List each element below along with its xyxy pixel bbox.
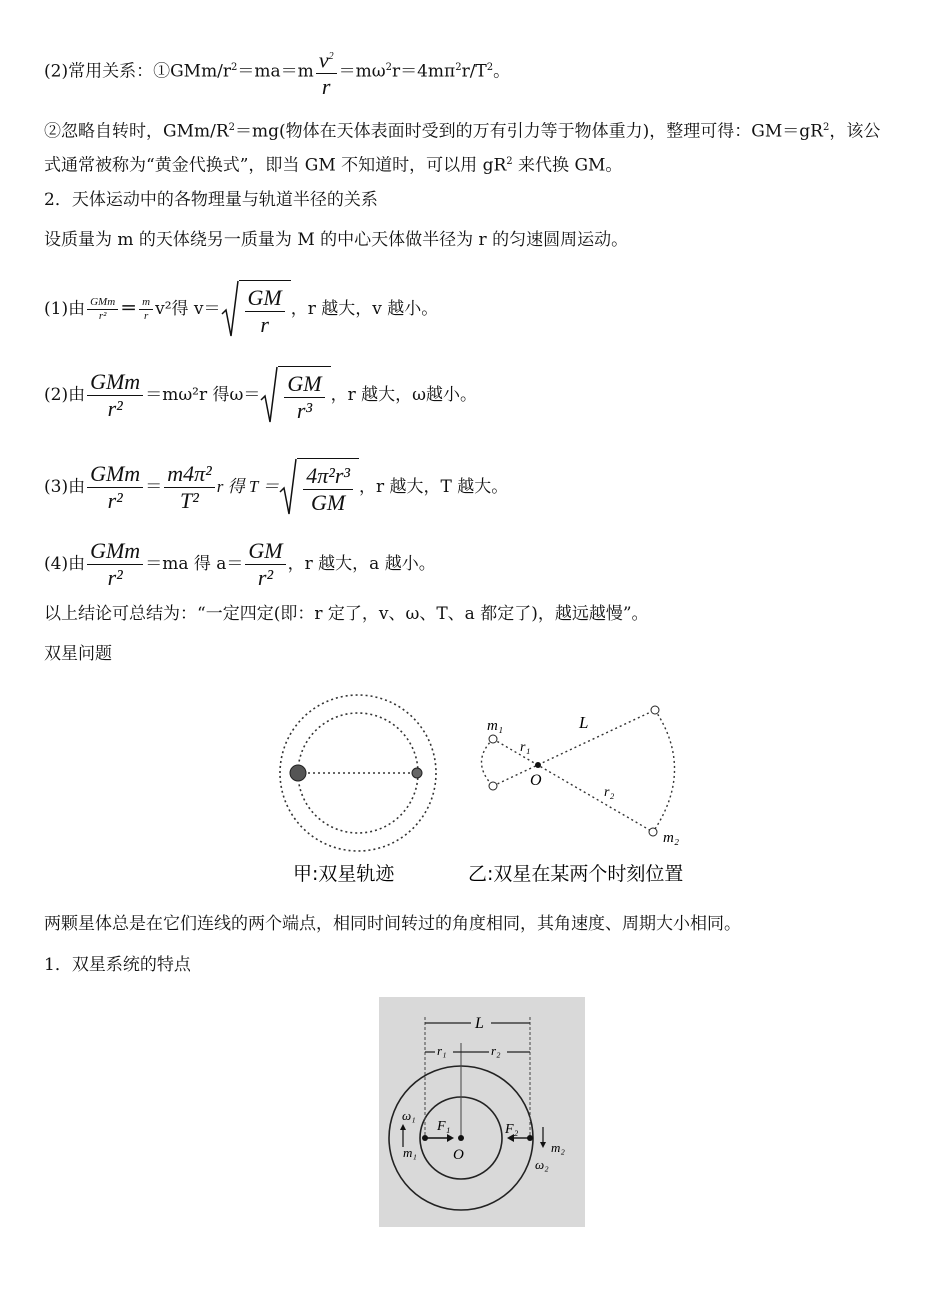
text: (2)由 [44,385,86,405]
center-O [535,762,541,768]
sup: 2 [822,122,830,133]
t: v [318,47,329,73]
sup: 2 [486,62,494,74]
sqrt [279,458,359,517]
frac-den: r³ [296,398,313,423]
frac-num: m4π² [164,461,215,488]
label-w1: ω₁ [402,1108,416,1123]
label-r2: r₂ [604,785,615,800]
binary-description: 两颗星体总是在它们连线的两个端点，相同时间转过的角度相同，其角速度、周期大小相同。 [44,914,741,934]
text: ＝ [120,299,138,319]
fraction [316,44,337,100]
binary-star-figure-1 [255,690,715,890]
line-pos2 [493,710,655,786]
formula-4 [44,536,436,592]
frac-num: GMm [87,538,143,565]
frac-den: r² [257,565,274,590]
frac-den: r [260,312,269,337]
frac-den: GM [311,490,346,515]
frac-num: 4π²r³ [303,463,353,490]
label-L: L [579,713,589,732]
binary-star-figure-2 [379,997,585,1227]
label-O: O [453,1147,464,1163]
text: ＝ma 得 a＝ [145,554,244,574]
sqrt [260,366,330,425]
frac-den: r² [107,396,123,421]
label-m2: m₂ [551,1140,565,1155]
frac-den: r² [107,488,123,513]
text: r/T [461,61,487,82]
label-w2: ω₂ [535,1157,549,1172]
text: r＝4mπ [391,61,456,82]
text: (2)常用关系：①GMm/r [44,61,232,82]
text: ＝mω [338,61,386,82]
section-heading-binary-features: 1．双星系统的特点 [44,955,191,975]
text: ②忽略自转时，GMm/R [44,121,229,142]
frac-num: GM [284,371,324,398]
sup: 2 [455,62,462,74]
fraction [139,296,153,323]
sup: 2 [328,51,334,62]
fraction [245,538,285,591]
text: ＝ [145,477,163,497]
formula-3 [44,458,508,517]
star-m1 [290,765,306,781]
star-m2 [527,1135,533,1141]
fraction [87,461,143,514]
arc-m1 [482,739,494,786]
text: (3)由 [44,477,86,497]
sup: 2 [385,62,392,74]
setup-sentence: 设质量为 m 的天体绕另一质量为 M 的中心天体做半径为 r 的匀速圆周运动。 [44,230,629,250]
section-title-binary: 双星问题 [44,644,112,664]
text: 式通常被称为“黄金代换式”，即当 GM 不知道时，可以用 gR [44,155,507,176]
label-O: O [530,772,542,789]
star-m1 [422,1135,428,1141]
m1-pos-a [489,735,497,743]
text: ，r 越大，ω越小。 [330,385,478,405]
center-O [458,1135,464,1141]
relation-line-2 [44,116,880,144]
text: ，r 越大，v 越小。 [290,299,439,319]
frac-num [316,44,337,74]
fraction [284,371,324,424]
frac-den: r² [107,565,123,590]
text: ，r 越大，a 越小。 [287,554,436,574]
text: v²得 v＝ [155,299,221,319]
fraction [164,461,215,514]
fraction [87,296,118,323]
m1-pos-b [489,782,497,790]
label-r1: r₁ [520,740,531,755]
label-r2: r₂ [491,1043,501,1058]
frac-den: T² [180,488,199,513]
arc-m2 [653,710,675,832]
frac-num: GMm [87,369,143,396]
fraction [245,285,285,338]
text: ＝mω²r 得ω＝ [145,385,261,405]
sup: 2 [506,156,513,167]
summary-sentence: 以上结论可总结为：“一定四定(即：r 定了，v、ω、T、a 都定了)，越远越慢”。 [44,604,649,624]
label-m1: m₁ [487,718,504,734]
label-L: L [475,1015,484,1032]
fraction [303,463,353,516]
text: ＝ma＝m [237,61,314,82]
relation-line-3 [44,150,622,178]
caption-left: 甲:双星轨迹 [293,863,395,885]
label-r1: r₁ [437,1043,447,1058]
m2-pos-a [651,706,659,714]
sup: 2 [228,122,236,133]
formula-2 [44,366,477,425]
label-F1: F₁ [437,1119,451,1134]
frac-den: r [321,74,331,100]
label-m2: m₂ [663,830,680,846]
sup: 2 [231,62,238,74]
m2-pos-b [649,828,657,836]
frac-num: GM [245,538,285,565]
line-pos1 [493,739,653,832]
relation-line-1 [44,44,510,100]
text: ，r 越大，T 越大。 [359,477,509,497]
label-F2: F₂ [505,1122,519,1137]
frac-num: GMm [87,296,118,310]
frac-den: r² [98,310,107,322]
text: r 得 T ＝ [216,477,280,496]
section-heading-2: 2．天体运动中的各物理量与轨道半径的关系 [44,190,378,210]
text: ，该公 [829,121,881,142]
frac-num: GMm [87,461,143,488]
formula-1 [44,280,438,339]
frac-num: m [139,296,153,310]
text: (4)由 [44,554,86,574]
text: 来代换 GM。 [512,155,623,176]
fraction [87,538,143,591]
fraction [87,369,143,422]
text: (1)由 [44,299,86,319]
sqrt [221,280,291,339]
frac-num: GM [245,285,285,312]
label-m1: m₁ [403,1145,417,1160]
frac-den: r [143,310,149,322]
text: ＝mg(物体在天体表面时受到的万有引力等于物体重力)，整理可得：GM＝gR [235,121,823,142]
star-m2 [412,768,422,778]
text: 。 [493,61,511,82]
caption-right: 乙:双星在某两个时刻位置 [468,863,684,885]
